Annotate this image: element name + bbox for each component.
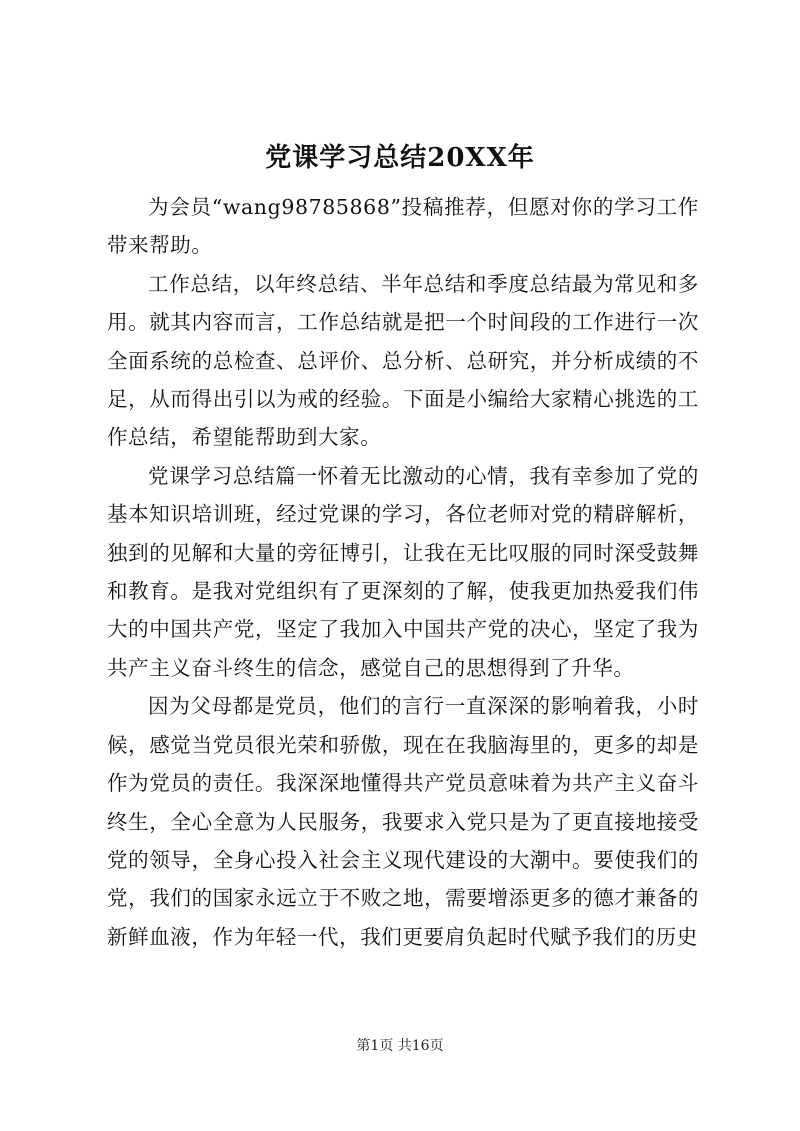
paragraph: 党课学习总结篇一怀着无比激动的心情，我有幸参加了党的基本知识培训班，经过党课的学习，各位老师对党的精辟解析，独到的见解和大量的旁征博引，让我在无比叹服的同时深受鼓舞和教育。是我对党组织有了更深刻的了解，使我更加热爱我们伟大的中国共产党，坚定了我加入中国共产党的决心，坚定了我为共产主义奋斗终生的信念，感觉自己的思想得到了升华。	[107, 463, 699, 680]
document-title: 党课学习总结20XX年	[265, 143, 535, 173]
paragraph: 工作总结，以年终总结、半年总结和季度总结最为常见和多用。就其内容而言，工作总结就是把一个时间段的工作进行一次全面系统的总检查、总评价、总分析、总研究，并分析成绩的不足，从而得出引以为戒的经验。下面是小编给大家精心挑选的工作总结，希望能帮助到大家。	[107, 271, 699, 450]
page-footer: 第1页 共16页	[356, 1038, 444, 1054]
document-body	[107, 188, 699, 956]
paragraph: 因为父母都是党员，他们的言行一直深深的影响着我，小时候，感觉当党员很光荣和骄傲，现在在我脑海里的，更多的却是作为党员的责任。我深深地懂得共产党员意味着为共产主义奋斗终生，全心全意为人民服务，我要求入党只是为了更直接地接受党的领导，全身心投入社会主义现代建设的大潮中。要使我们的党，我们的国家永远立于不败之地，需要增添更多的德才兼备的新鲜血液，作为年轻一代，我们更要肩负起时代赋予我们的历史	[107, 694, 699, 949]
paragraph: 为会员“wang98785868”投稿推荐，但愿对你的学习工作带来帮助。	[107, 195, 699, 258]
